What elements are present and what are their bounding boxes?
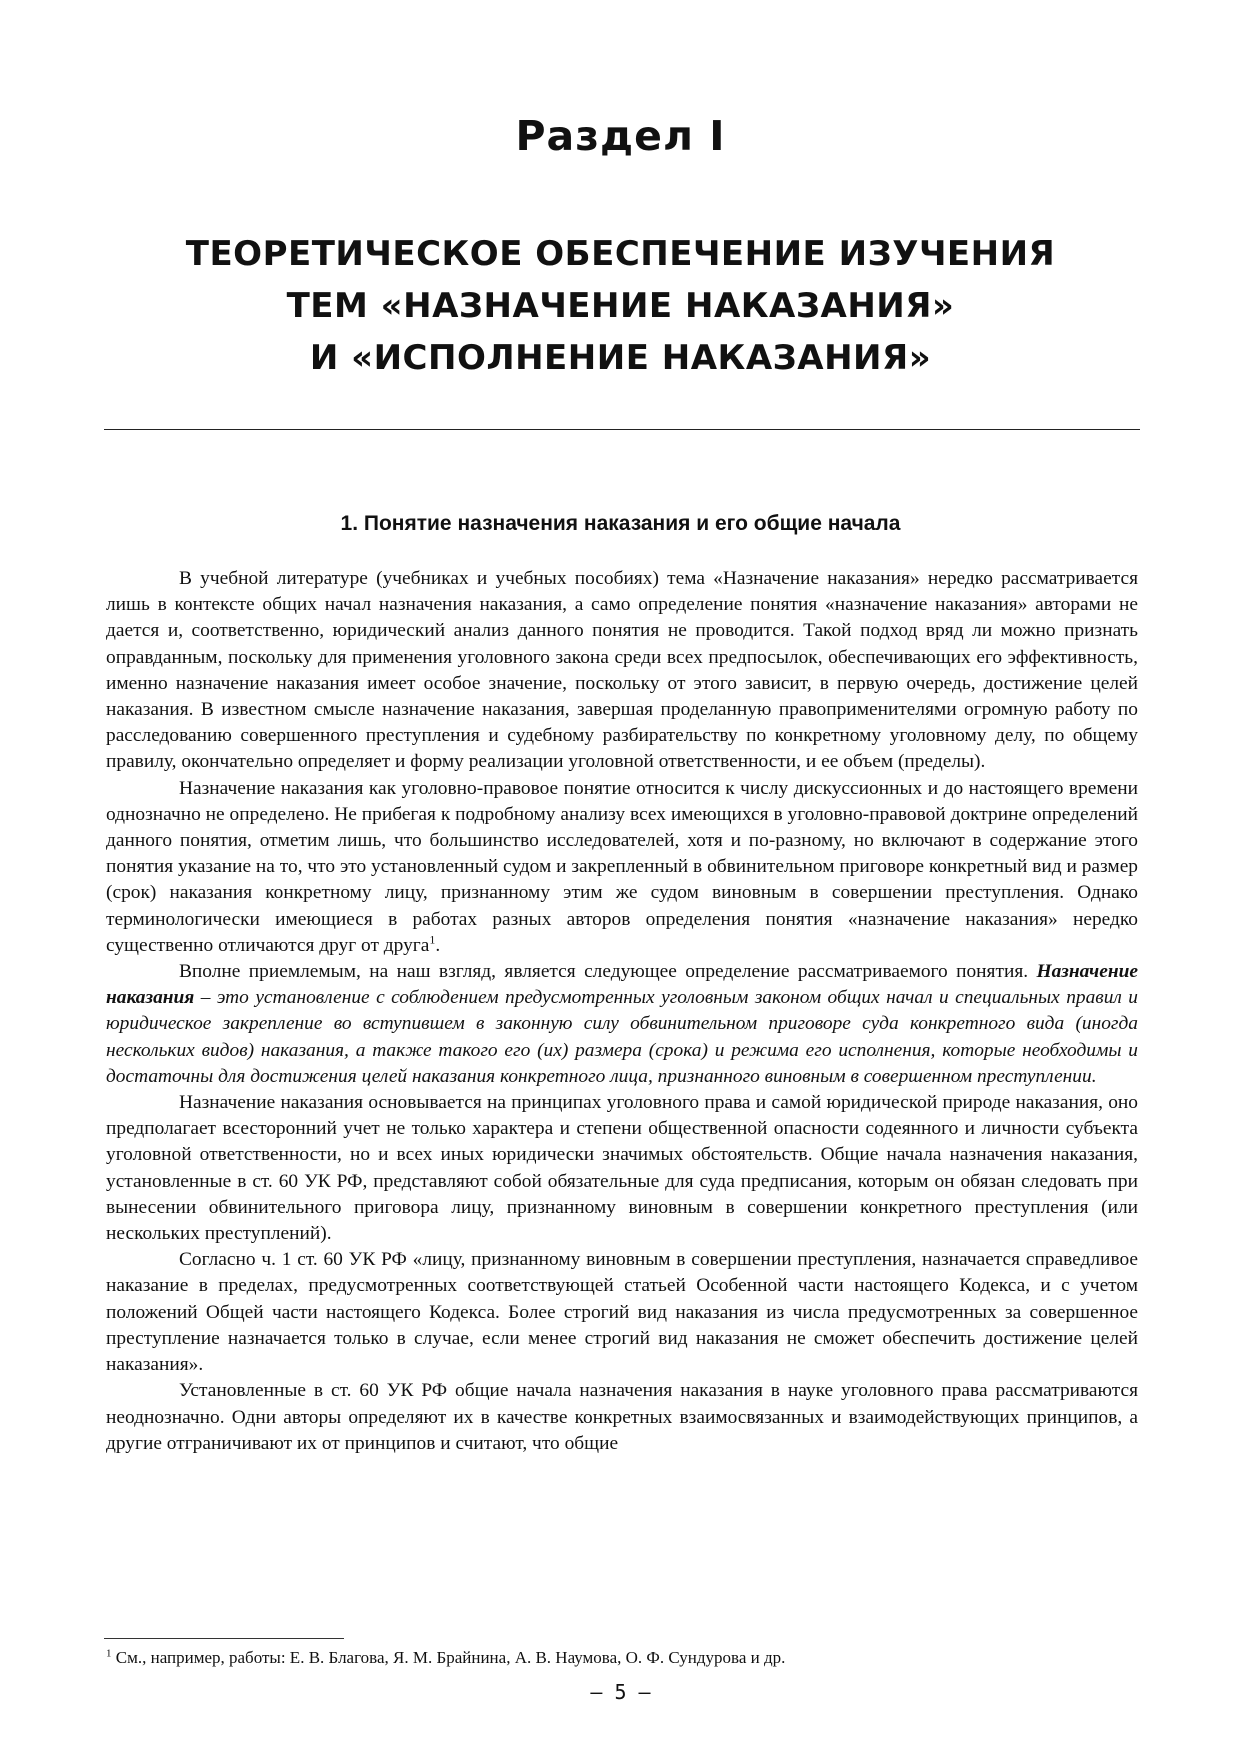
heading-divider bbox=[104, 429, 1140, 430]
definition-paragraph bbox=[106, 959, 1138, 1090]
main-heading-line-3: И «ИСПОЛНЕНИЕ НАКАЗАНИЯ» bbox=[309, 338, 932, 378]
section-title: Раздел I bbox=[515, 112, 726, 160]
page-number: – 5 – bbox=[590, 1680, 651, 1704]
main-heading bbox=[0, 228, 1241, 384]
footnote-text: См., например, работы: Е. В. Благова, Я. М. Брайнина, А. В. Наумова, О. Ф. Сундурова и др. bbox=[111, 1648, 786, 1667]
definition-body: – это установление с соблюдением предусмотренных уголовным законом общих начал и специальных правил и юридическое закрепление во вступившем в законную силу обвинительном приговоре суда конкретного вида (иногда нескольких видов) наказания, а также такого его (их) размера (срока) и режима его исполнения, которые необходимы и достаточны для достижения целей наказания конкретного лица, признанного виновным в совершенном преступлении. bbox=[106, 987, 1138, 1087]
paragraph: Назначение наказания основывается на принципах уголовного права и самой юридической природе наказания, оно предполагает всесторонний учет не только характера и степени общественной опасности содеянного и личности субъекта уголовной ответственности, но и всех иных юридически значимых обстоятельств. Общие начала назначения наказания, установленные в ст. 60 УК РФ, представляют собой обязательные для суда предписания, которым он обязан следовать при вынесении обвинительного приговора лицу, признанному виновным в совершении конкретного преступления (или нескольких преступлений). bbox=[106, 1092, 1138, 1245]
paragraph: В учебной литературе (учебниках и учебных пособиях) тема «Назначение наказания» нередко рассматривается лишь в контексте общих начал назначения наказания, а само определение понятия «назначение наказания» авторами не дается и, соответственно, юридический анализ данного понятия не проводится. Такой подход вряд ли можно признать оправданным, поскольку для применения уголовного закона среди всех предпосылок, обеспечивающих его эффективность, именно назначение наказания имеет особое значение, поскольку от этого зависит, в первую очередь, достижение целей наказания. В известном смысле назначение наказания, завершая проделанную правоприменителями огромную работу по расследованию совершенного преступления и судебному разбирательству по конкретному уголовному делу, по общему правилу, окончательно определяет и форму реализации уголовной ответственности, и ее объем (пределы). bbox=[106, 568, 1138, 773]
definition-intro: Вполне приемлемым, на наш взгляд, является следующее определение рассматриваемого понятия. bbox=[179, 961, 1037, 983]
paragraph: Согласно ч. 1 ст. 60 УК РФ «лицу, признанному виновным в совершении преступления, назначается справедливое наказание в пределах, предусмотренных соответствующей статьей Особенной части настоящего Кодекса, и с учетом положений Общей части настоящего Кодекса. Более строгий вид наказания из числа предусмотренных за совершенное преступление назначается только в случае, если менее строгий вид наказания не сможет обеспечить достижение целей наказания». bbox=[106, 1249, 1138, 1376]
footnote-reference[interactable]: 1 bbox=[429, 932, 436, 947]
footnote bbox=[106, 1647, 1138, 1669]
footnote-marker: 1 bbox=[106, 1647, 112, 1660]
body-text bbox=[106, 566, 1138, 1457]
main-heading-line-1: ТЕОРЕТИЧЕСКОЕ ОБЕСПЕЧЕНИЕ ИЗУЧЕНИЯ bbox=[185, 234, 1056, 274]
paragraph-end: . bbox=[435, 934, 441, 956]
subsection-title: 1. Понятие назначения наказания и его общие начала bbox=[340, 512, 901, 535]
main-heading-line-2: ТЕМ «НАЗНАЧЕНИЕ НАКАЗАНИЯ» bbox=[286, 286, 955, 326]
paragraph: Установленные в ст. 60 УК РФ общие начала назначения наказания в науке уголовного права рассматриваются неоднозначно. Одни авторы определяют их в качестве конкретных взаимосвязанных и взаимодействующих принципов, а другие отграничивают их от принципов и считают, что общие bbox=[106, 1380, 1138, 1454]
paragraph bbox=[106, 776, 1138, 959]
paragraph-text: Назначение наказания как уголовно-правовое понятие относится к числу дискуссионных и до настоящего времени однозначно не определено. Не прибегая к подробному анализу всех имеющихся в уголовно-правовой доктрине определений данного понятия, отметим лишь, что большинство исследователей, хотя и по-разному, но включают в содержание этого понятия указание на то, что это установленный судом и закрепленный в обвинительном приговоре конкретный вид и размер (срок) наказания конкретному лицу, признанному этим же судом виновным в совершении преступления. Однако терминологически имеющиеся в работах разных авторов определения понятия «назначение наказания» нередко существенно отличаются друг от друга bbox=[106, 777, 1138, 956]
definition-term: Назначение наказания bbox=[106, 961, 1138, 1009]
footnote-divider bbox=[104, 1638, 344, 1639]
